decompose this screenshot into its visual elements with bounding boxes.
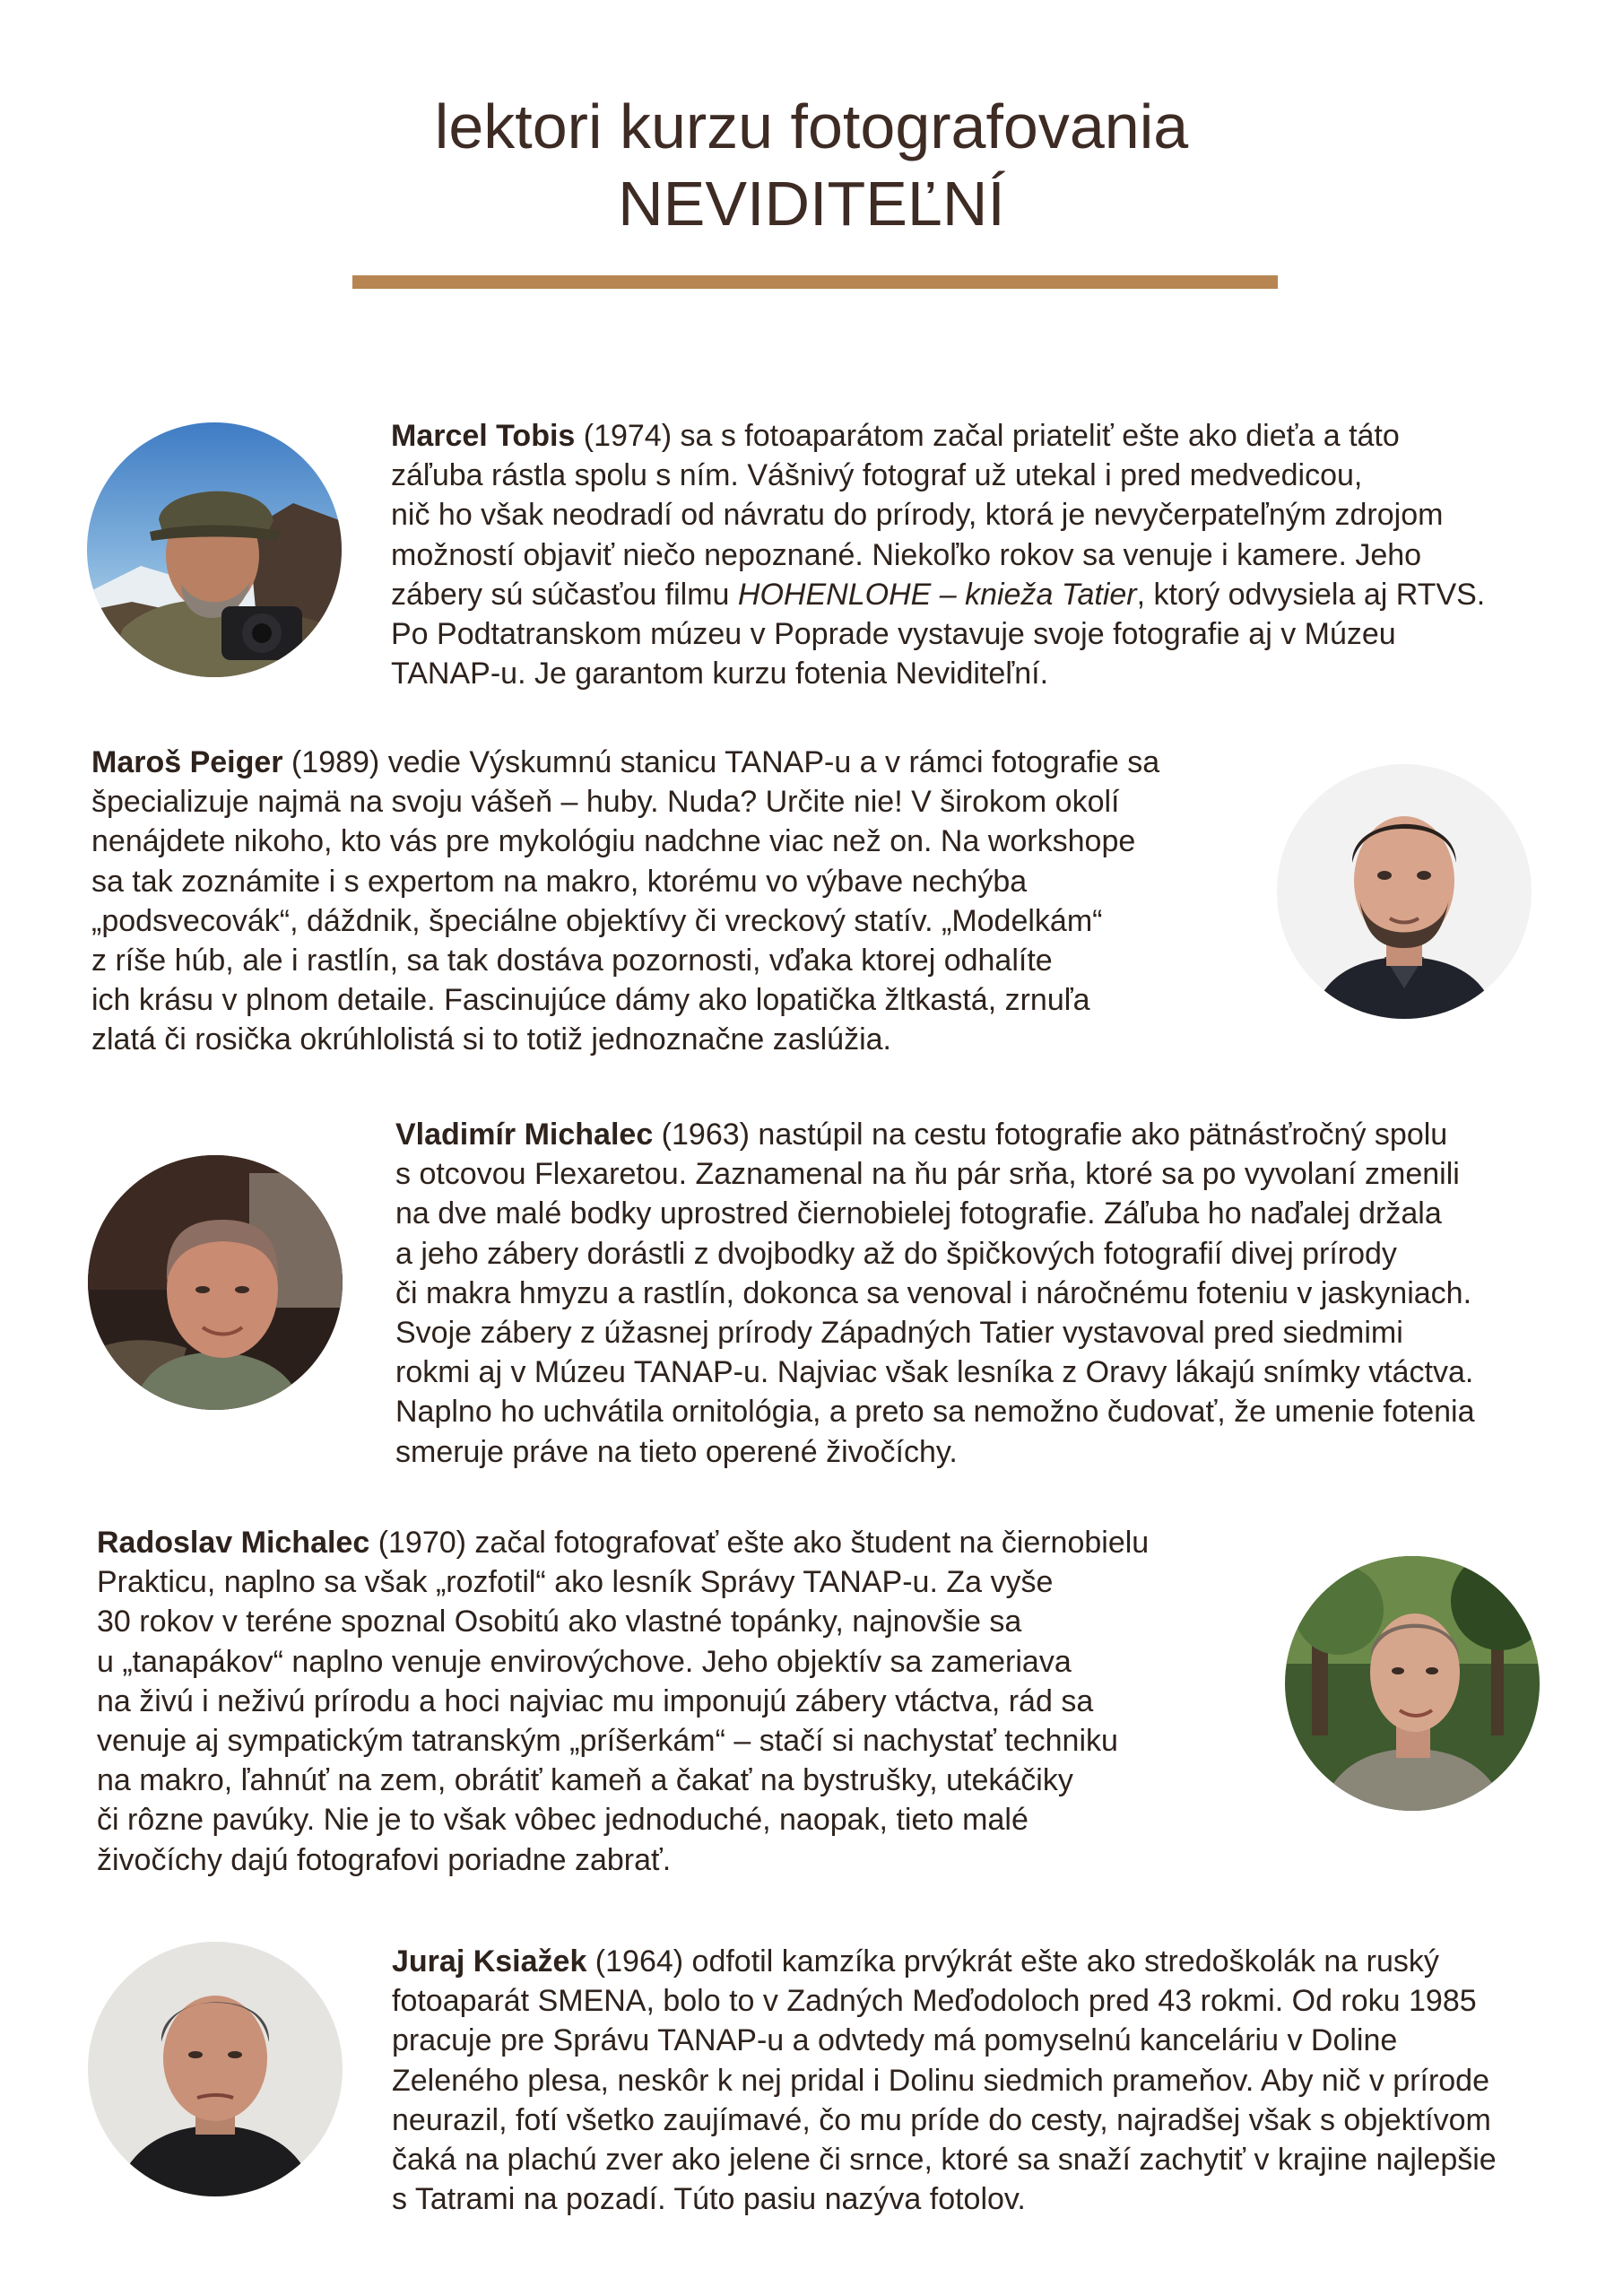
bio-line: fotoaparát SMENA, bolo to v Zadných Meďodoloch pred 43 rokmi. Od roku 1985 (392, 1984, 1477, 2019)
bio-line: či makra hmyzu a rastlín, dokonca sa venoval i náročnému foteniu v jaskyniach. (395, 1275, 1472, 1310)
portrait-photo-maros-peiger (1277, 764, 1532, 1019)
portrait-photo-juraj-ksiazek (88, 1942, 343, 2196)
bio-vladimir-michalec (395, 1115, 1475, 1472)
bio-line: venuje aj sympatickým tatranským „príšerkám“ – stačí si nachystať techniku (97, 1724, 1118, 1759)
bio-line: zlatá či rosička okrúhlolistá si to totiž jednoznačne zaslúžia. (91, 1022, 891, 1057)
bio-line: Svoje zábery z úžasnej prírody Západných Tatier vystavoval pred siedmimi (395, 1316, 1403, 1351)
bio-line: Prakticu, naplno sa však „rozfotil“ ako lesník Správy TANAP-u. Za vyše (97, 1565, 1054, 1600)
bio-line: na živú i neživú prírodu a hoci najviac mu imponujú zábery vtáctva, rád sa (97, 1683, 1094, 1718)
bio-line: Zeleného plesa, neskôr k nej pridal i Dolinu siedmich prameňov. Aby nič v prírode (392, 2063, 1489, 2098)
page-title (0, 88, 1623, 242)
bio-line: Vladimír Michalec (1963) nastúpil na cestu fotografie ako pätnásťročný spolu (395, 1118, 1448, 1152)
lecturer-name: Maroš Peiger (91, 745, 283, 779)
film-title: HOHENLOHE – knieža Tatier (737, 577, 1137, 612)
lecturer-name: Radoslav Michalec (97, 1526, 370, 1560)
bio-line: s Tatrami na pozadí. Túto pasiu nazýva fotolov. (392, 2182, 1026, 2217)
bio-line: TANAP-u. Je garantom kurzu fotenia Neviditeľní. (391, 657, 1049, 691)
bio-line: sa tak zoznámite i s expertom na makro, ktorému vo výbave nechýba (91, 864, 1028, 899)
bio-line: špecializuje najmä na svoju vášeň – huby. Nuda? Určite nie! V širokom okolí (91, 785, 1120, 820)
bio-line: neurazil, fotí všetko zaujímavé, čo mu príde do cesty, najradšej však s objektívom (392, 2102, 1491, 2137)
bio-line: a jeho zábery dorástli z dvojbodky až do špičkových fotografií divej prírody (395, 1236, 1397, 1271)
bio-line: ich krásu v plnom detaile. Fascinujúce dámy ako lopatička žltkastá, zrnuľa (91, 983, 1090, 1018)
bio-line: Naplno ho uchvátila ornitológia, a preto sa nemožno čudovať, že umenie fotenia (395, 1395, 1475, 1430)
title-divider (352, 275, 1278, 289)
lecturer-name: Marcel Tobis (391, 419, 576, 453)
portrait-photo-marcel-tobis (87, 422, 342, 677)
bio-line: Radoslav Michalec (1970) začal fotografovať ešte ako študent na čiernobielu (97, 1526, 1150, 1560)
bio-line: živočíchy dajú fotografovi poriadne zabrať. (97, 1842, 672, 1877)
bio-line: Po Podtatranskom múzeu v Poprade vystavuje svoje fotografie aj v Múzeu (391, 617, 1396, 652)
bio-line: pracuje pre Správu TANAP-u a odvtedy má pomyselnú kanceláriu v Doline (392, 2023, 1398, 2058)
bio-line: rokmi aj v Múzeu TANAP-u. Najviac však lesníka z Oravy lákajú snímky vtáctva. (395, 1355, 1474, 1390)
bio-line: čaká na plachú zver ako jelene či srnce, ktoré sa snaží zachytiť v krajine najlepšie (392, 2143, 1497, 2178)
bio-line: na dve malé bodky uprostred čiernobielej fotografie. Záľuba ho naďalej držala (395, 1196, 1442, 1231)
bio-juraj-ksiazek (392, 1942, 1497, 2219)
bio-line: Marcel Tobis (1974) sa s fotoaparátom začal priateliť ešte ako dieťa a táto (391, 419, 1400, 453)
bio-line: „podsvecovák“, dáždnik, špeciálne objektívy či vreckový statív. „Modelkám“ (91, 903, 1103, 938)
page-title-line-2: NEVIDITEĽNÍ (618, 169, 1005, 239)
bio-radoslav-michalec (97, 1523, 1149, 1880)
bio-line: na makro, ľahnúť na zem, obrátiť kameň a čakať na bystrušky, utekáčiky (97, 1763, 1073, 1798)
bio-line: nenájdete nikoho, kto vás pre mykológiu nadchne viac než on. Na workshope (91, 824, 1136, 859)
bio-line: smeruje práve na tieto operené živočíchy. (395, 1434, 958, 1469)
bio-line: nič ho však neodradí od návratu do prírody, ktorá je nevyčerpateľným zdrojom (391, 498, 1444, 533)
bio-line: u „tanapákov“ naplno venuje envirovýchove. Jeho objektív sa zameriava (97, 1644, 1072, 1679)
bio-line: či rôzne pavúky. Nie je to však vôbec jednoduché, naopak, tieto malé (97, 1803, 1028, 1838)
page-title-line-1: lektori kurzu fotografovania (434, 91, 1189, 161)
bio-line: Maroš Peiger (1989) vedie Výskumnú stanicu TANAP-u a v rámci fotografie sa (91, 745, 1160, 779)
lecturer-name: Juraj Ksiažek (392, 1944, 587, 1979)
bio-marcel-tobis (391, 416, 1485, 693)
bio-line: s otcovou Flexaretou. Zaznamenal na ňu pár srňa, ktoré sa po vyvolaní zmenili (395, 1157, 1460, 1192)
bio-line: záľuba rástla spolu s ním. Vášnivý fotograf už utekal i pred medvedicou, (391, 458, 1363, 493)
bio-line: zábery sú súčasťou filmu HOHENLOHE – knieža Tatier, ktorý odvysiela aj RTVS. (391, 577, 1486, 612)
bio-maros-peiger (91, 743, 1159, 1060)
lecturer-name: Vladimír Michalec (395, 1118, 654, 1152)
bio-line: 30 rokov v teréne spoznal Osobitú ako vlastné topánky, najnovšie sa (97, 1605, 1022, 1639)
bio-line: možností objaviť niečo nepoznané. Niekoľko rokov sa venuje i kamere. Jeho (391, 537, 1422, 572)
bio-line: Juraj Ksiažek (1964) odfotil kamzíka prvýkrát ešte ako stredoškolák na ruský (392, 1944, 1439, 1979)
bio-line: z ríše húb, ale i rastlín, sa tak dostáva pozornosti, vďaka ktorej odhalíte (91, 944, 1053, 978)
portrait-photo-vladimir-michalec (88, 1155, 343, 1410)
portrait-photo-radoslav-michalec (1285, 1556, 1540, 1811)
